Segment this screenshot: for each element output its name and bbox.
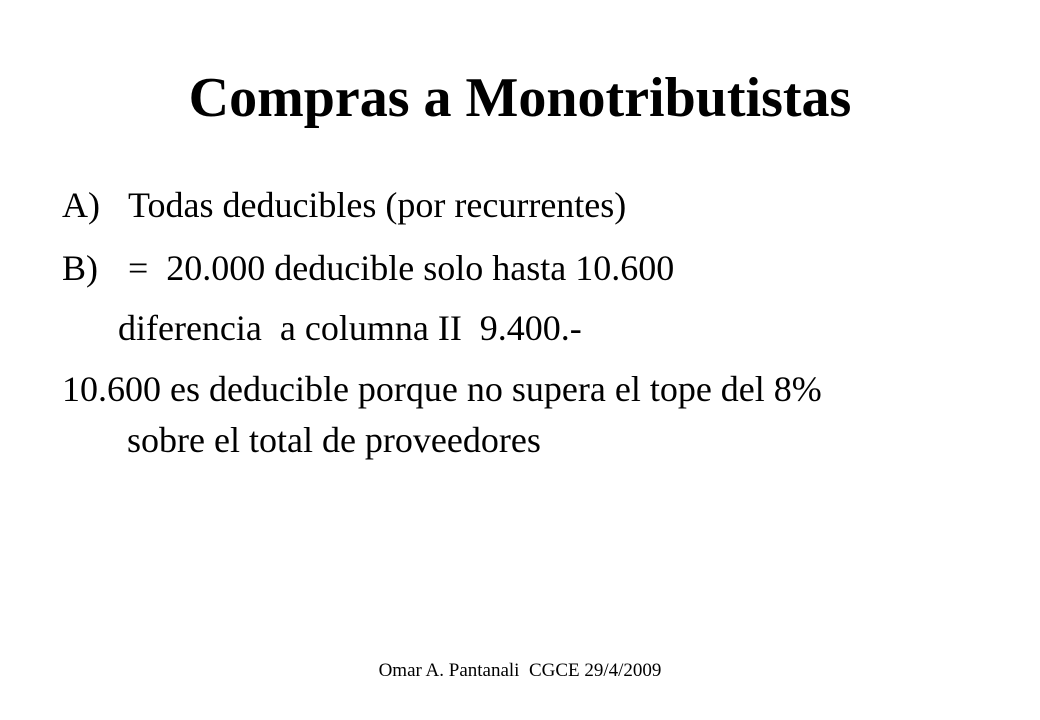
slide-footer: Omar A. Pantanali CGCE 29/4/2009 bbox=[378, 660, 662, 681]
list-item-b-text: = 20.000 deducible solo hasta 10.600 bbox=[128, 248, 675, 288]
list-item-a-text: Todas deducibles (por recurrentes) bbox=[128, 185, 627, 225]
list-marker-b: B) bbox=[62, 248, 98, 288]
note-line-2: sobre el total de proveedores bbox=[127, 420, 541, 460]
note-line-1: 10.600 es deducible porque no supera el tope del 8% bbox=[62, 369, 822, 409]
list-item-b bbox=[62, 246, 674, 290]
list-marker-a: A) bbox=[62, 185, 100, 225]
slide-title: Compras a Monotributistas bbox=[188, 67, 852, 129]
list-item-a bbox=[62, 183, 626, 227]
list-item-b-continuation: diferencia a columna II 9.400.- bbox=[118, 308, 582, 348]
